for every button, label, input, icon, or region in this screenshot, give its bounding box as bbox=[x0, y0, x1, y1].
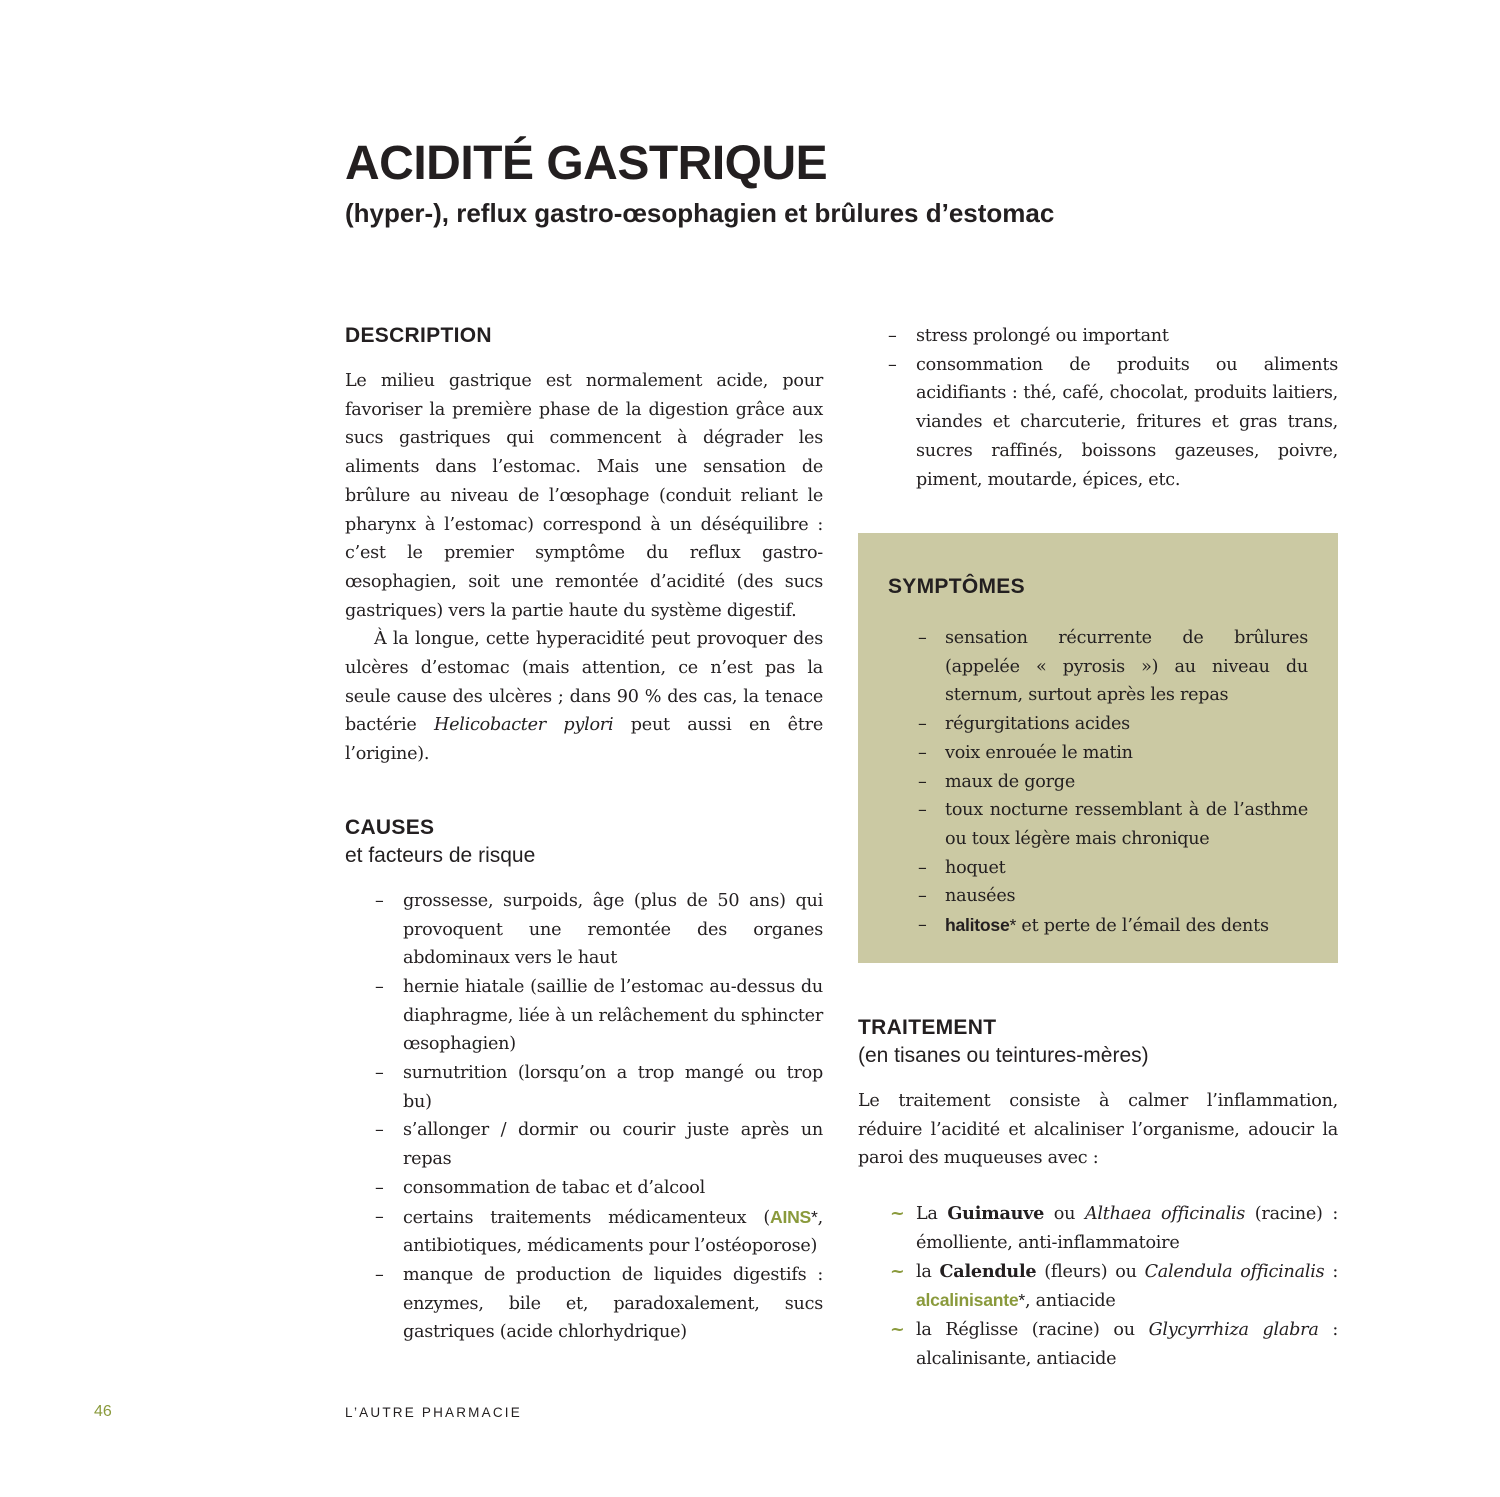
list-item bbox=[888, 796, 1308, 853]
glossary-term-halitose[interactable]: halitose bbox=[945, 915, 1010, 936]
list-item bbox=[858, 322, 1338, 351]
dash-marker: – bbox=[375, 1063, 384, 1084]
symptom-text: régurgitations acides bbox=[945, 714, 1130, 735]
dash-marker: – bbox=[918, 771, 927, 792]
tilde-marker: ~ bbox=[890, 1203, 905, 1225]
symptoms-content bbox=[888, 573, 1308, 941]
bacteria-name: Helicobacter pylori bbox=[433, 715, 614, 736]
symptom-text: toux nocturne ressemblant à de l’asthme ou toux légère mais chronique bbox=[945, 800, 1308, 849]
page-subtitle: (hyper-), reflux gastro-œsophagien et brûlures d’estomac bbox=[345, 198, 1055, 228]
list-item bbox=[345, 1261, 823, 1347]
dash-marker: – bbox=[375, 1206, 384, 1227]
description-paragraph-2 bbox=[345, 625, 823, 769]
symptoms-box bbox=[858, 533, 1338, 963]
cause-text: manque de production de liquides digestifs : enzymes, bile et, paradoxalement, sucs gastriques (acide chlorhydrique) bbox=[403, 1264, 823, 1343]
glossary-asterisk: * bbox=[1009, 915, 1017, 936]
list-item bbox=[888, 911, 1308, 941]
tilde-marker: ~ bbox=[890, 1260, 905, 1282]
list-item bbox=[858, 351, 1338, 495]
plant-text: La bbox=[916, 1204, 948, 1225]
glossary-asterisk: * bbox=[811, 1206, 818, 1227]
dash-marker: – bbox=[375, 890, 384, 911]
causes-list bbox=[345, 887, 823, 1347]
dash-marker: – bbox=[918, 714, 927, 735]
symptom-text: nausées bbox=[945, 886, 1016, 907]
symptom-text: sensation récurrente de brûlures (appelée « pyrosis ») au niveau du sternum, surtout après les repas bbox=[945, 628, 1308, 706]
dash-marker: – bbox=[918, 628, 927, 648]
list-item bbox=[888, 624, 1308, 710]
plant-text: , antiacide bbox=[1024, 1291, 1116, 1312]
dash-marker: – bbox=[888, 326, 897, 346]
treatment-section bbox=[858, 1014, 1338, 1373]
book-title: L’AUTRE PHARMACIE bbox=[345, 1405, 522, 1420]
cause-text: grossesse, surpoids, âge (plus de 50 ans) qui provoquent une remontée des organes abdominaux vers le haut bbox=[403, 890, 823, 969]
cause-text: surnutrition (lorsqu’on a trop mangé ou trop bu) bbox=[403, 1063, 823, 1112]
plant-name: Calendule bbox=[939, 1260, 1037, 1282]
list-item bbox=[888, 768, 1308, 797]
symptom-text: hoquet bbox=[945, 857, 1006, 878]
description-paragraph-1: Le milieu gastrique est normalement acide, pour favoriser la première phase de la digestion grâce aux sucs gastriques qui commencent à dégrader les aliments dans l’estomac. Mais une sensation de brûlure au niveau de l’œsophage (conduit reliant le pharynx à l’estomac) correspond à un déséquilibre : c’est le premier symptôme du reflux gastro-œsophagien, soit une remontée d’acidité (des sucs gastriques) vers la partie haute du système digestif. bbox=[345, 371, 823, 621]
description-p2-end: peut aussi en être l’origine). bbox=[345, 715, 823, 765]
cause-text: consommation de tabac et d’alcool bbox=[403, 1177, 705, 1198]
plants-list bbox=[858, 1200, 1338, 1373]
dash-marker: – bbox=[918, 915, 927, 936]
cause-text: consommation de produits ou aliments acidifiants : thé, café, chocolat, produits laitiers, viandes et charcuterie, fritures et gras trans, sucres raffinés, boissons gazeuses, poivre, piment, moutarde, épices, etc. bbox=[916, 354, 1338, 490]
cause-text: s’allonger / dormir ou courir juste après un repas bbox=[403, 1120, 823, 1170]
dash-marker: – bbox=[888, 354, 897, 375]
plant-text: (fleurs) ou bbox=[1036, 1261, 1145, 1282]
dash-marker: – bbox=[375, 1264, 384, 1285]
symptom-text: et perte de l’émail des dents bbox=[1016, 916, 1269, 937]
tilde-marker: ~ bbox=[890, 1318, 905, 1340]
dash-marker: – bbox=[375, 1177, 384, 1198]
symptoms-heading: SYMPTÔMES bbox=[888, 575, 1025, 598]
causes-subheading: et facteurs de risque bbox=[345, 843, 536, 867]
treatment-subheading: (en tisanes ou teintures-mères) bbox=[858, 1044, 1149, 1067]
list-item bbox=[888, 739, 1308, 768]
treatment-heading: TRAITEMENT bbox=[858, 1016, 997, 1039]
plant-latin-name: Calendula officinalis bbox=[1144, 1261, 1325, 1282]
plant-text: la Réglisse (racine) ou bbox=[916, 1319, 1149, 1340]
left-column bbox=[345, 322, 823, 1347]
plant-latin-name: Althaea officinalis bbox=[1084, 1204, 1246, 1225]
list-item bbox=[345, 973, 823, 1059]
glossary-term-alcalinisante[interactable]: alcalinisante bbox=[916, 1290, 1019, 1311]
symptom-text: voix enrouée le matin bbox=[945, 742, 1133, 763]
cause-text: stress prolongé ou important bbox=[916, 326, 1169, 346]
plant-text: : bbox=[1324, 1261, 1338, 1282]
causes-list-continued bbox=[858, 322, 1338, 494]
cause-text: certains traitements médicamenteux ( bbox=[403, 1207, 770, 1228]
symptoms-list bbox=[888, 624, 1308, 941]
plant-text: ou bbox=[1044, 1204, 1085, 1225]
list-item bbox=[345, 887, 823, 973]
page-title: ACIDITÉ GASTRIQUE bbox=[345, 137, 828, 190]
dash-marker: – bbox=[918, 800, 927, 821]
page-number: 46 bbox=[94, 1403, 112, 1420]
right-column bbox=[858, 322, 1338, 494]
list-item bbox=[858, 1258, 1338, 1316]
symptom-text: maux de gorge bbox=[945, 771, 1075, 792]
glossary-term-ains[interactable]: AINS bbox=[770, 1206, 812, 1227]
description-heading: DESCRIPTION bbox=[345, 324, 492, 347]
list-item bbox=[858, 1200, 1338, 1257]
plant-text: : alcalinisante, antiacide bbox=[916, 1319, 1338, 1369]
description-p2-start: À la longue, cette hyperacidité peut provoquer des ulcères d’estomac (mais attention, ce n’est pas la seule cause des ulcères ; dans 90 % des cas, la tenace bactérie bbox=[345, 629, 823, 736]
plant-text: la bbox=[916, 1261, 940, 1282]
plant-name: Guimauve bbox=[947, 1203, 1045, 1225]
list-item bbox=[888, 710, 1308, 739]
causes-heading: CAUSES bbox=[345, 815, 435, 839]
dash-marker: – bbox=[918, 742, 927, 763]
treatment-intro: Le traitement consiste à calmer l’inflammation, réduire l’acidité et alcaliniser l’organisme, adoucir la paroi des muqueuses avec : bbox=[858, 1091, 1338, 1169]
dash-marker: – bbox=[918, 886, 927, 907]
cause-text: hernie hiatale (saillie de l’estomac au-dessus du diaphragme, liée à un relâchement du sphincter œsophagien) bbox=[403, 976, 823, 1055]
list-item bbox=[888, 882, 1308, 911]
list-item bbox=[858, 1316, 1338, 1373]
dash-marker: – bbox=[375, 1120, 384, 1141]
dash-marker: – bbox=[375, 976, 384, 997]
cause-text: , antibiotiques, médicaments pour l’ostéoporose) bbox=[403, 1207, 823, 1257]
list-item bbox=[345, 1174, 823, 1203]
list-item bbox=[888, 854, 1308, 883]
list-item bbox=[345, 1059, 823, 1116]
list-item bbox=[345, 1116, 823, 1173]
glossary-asterisk: * bbox=[1018, 1290, 1025, 1311]
plant-latin-name: Glycyrrhiza glabra bbox=[1148, 1319, 1319, 1340]
plant-text: (racine) : émolliente, anti-inflammatoire bbox=[916, 1204, 1339, 1253]
dash-marker: – bbox=[918, 857, 927, 878]
list-item bbox=[345, 1203, 823, 1261]
